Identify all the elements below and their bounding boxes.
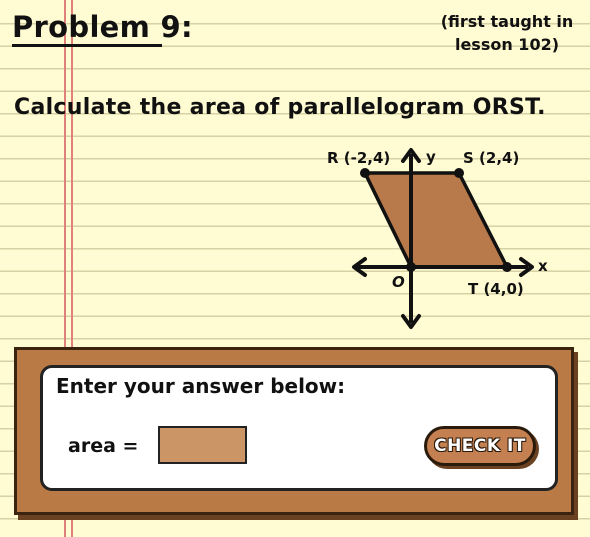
- point-s: [454, 168, 464, 178]
- parallelogram-orst: [365, 173, 507, 267]
- label-s: S (2,4): [463, 149, 520, 167]
- point-o: [406, 262, 416, 272]
- question-text: Calculate the area of parallelogram ORST.: [14, 95, 546, 120]
- area-label: area =: [68, 435, 139, 457]
- lesson-reference-line1: (first taught in: [440, 12, 574, 31]
- point-t: [502, 262, 512, 272]
- label-r: R (-2,4): [327, 149, 391, 167]
- y-axis-label: y: [426, 148, 436, 166]
- label-t: T (4,0): [468, 280, 524, 298]
- x-axis-label: x: [538, 257, 548, 275]
- answer-prompt: Enter your answer below:: [56, 374, 346, 398]
- label-o: O: [392, 273, 405, 291]
- check-it-button[interactable]: CHECK IT: [424, 426, 536, 466]
- area-answer-input[interactable]: [158, 426, 247, 464]
- problem-title: Problem 9:: [12, 10, 193, 44]
- point-r: [360, 168, 370, 178]
- lesson-reference-line2: lesson 102): [454, 35, 560, 54]
